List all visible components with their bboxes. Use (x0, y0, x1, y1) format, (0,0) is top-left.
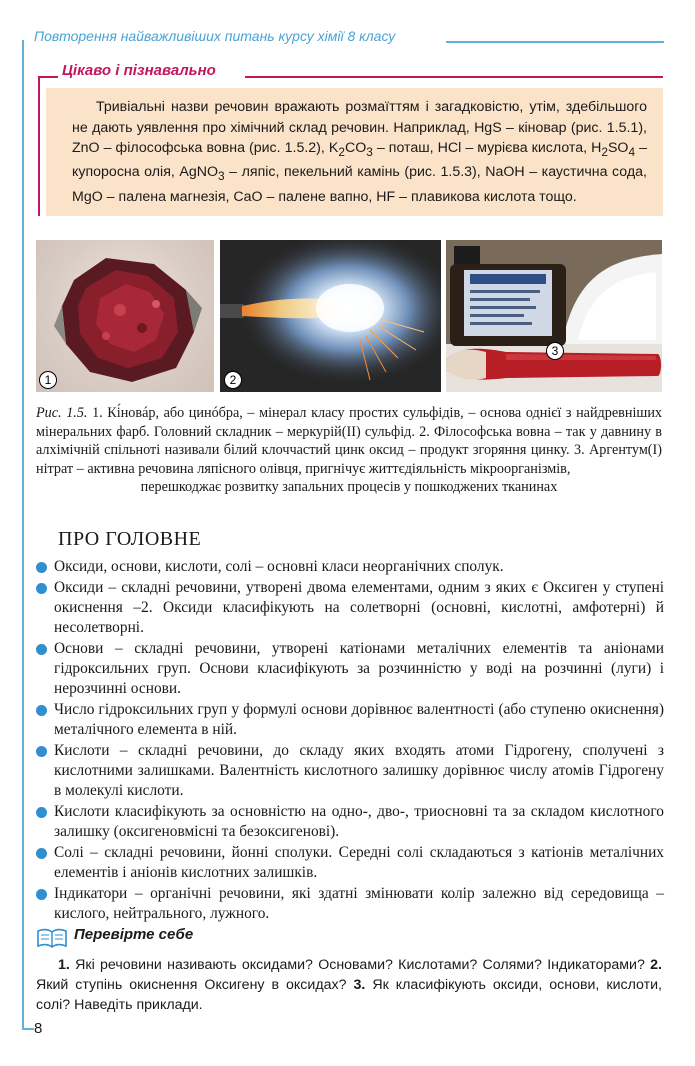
list-item: Основи – складні речовини, утворені катіонами металічних елементів та аніонами гідроксильних груп. Основи класифікують за розчинністю у воді на розчинні (луги) і нерозчинні основи. (36, 639, 664, 699)
box-stripe (38, 78, 40, 216)
page-frame-left (22, 40, 24, 1030)
cinnabar-image (36, 240, 214, 392)
bullet-icon (36, 583, 47, 594)
list-item: Солі – складні речовини, йонні сполуки. Середні солі складаються з катіонів металічних елементів і аніонів кислотних залишків. (36, 843, 664, 883)
photo-number-3: 3 (546, 342, 564, 360)
list-item: Індикатори – органічні речовини, які здатні змінювати колір залежно від середовища – кислого, нейтрального, лужного. (36, 884, 664, 924)
box-title: Цікаво і пізнавально (62, 62, 216, 79)
page-frame-foot (22, 1028, 34, 1030)
bullet-icon (36, 705, 47, 716)
list-item: Кислоти класифікують за основністю на одно-, дво-, триосновні та за складом кислотного залишку (оксигеновмісні та безоксигенові). (36, 802, 664, 842)
box-title-rule (245, 76, 663, 78)
photo-flame (220, 240, 441, 392)
list-item: Оксиди, основи, кислоти, солі – основні класи неорганічних сполук. (36, 557, 664, 577)
silver-nitrate-image (446, 240, 662, 392)
bullet-icon (36, 807, 47, 818)
section-title: ПРО ГОЛОВНЕ (58, 528, 202, 550)
summary-list (36, 557, 664, 925)
bullet-icon (36, 644, 47, 655)
page-number: 8 (34, 1020, 43, 1037)
info-text-2: – ляпіс, пекельний камінь (рис. 1.5.3), NaOH – каустична сода, MgO – палена магнезія, CaO – палене вапно, HF – плавикова кислота тощо. (72, 164, 647, 205)
info-text-1: Тривіальні назви речовин вражають розмаїттям і загадковістю, утім, здебільшого не дають уявлення про хімічний склад речовин. Наприклад, HgS – кіновар (рис. 1.5.1), ZnO – філософська вовна (рис. 1.5.2), K (72, 99, 647, 156)
list-item: Кислоти – складні речовини, до складу яких входять атоми Гідрогену, сполучені з кислотними залишками. Валентність кислотного залишку дорівнює числу атомів Гідрогену в молекулі кислоти. (36, 741, 664, 801)
bullet-icon (36, 889, 47, 900)
flame-image (220, 240, 441, 392)
bullet-icon (36, 562, 47, 573)
box-title-rule-left (38, 76, 58, 78)
list-item: Оксиди – складні речовини, утворені двома елементами, одним з яких є Оксиген у ступені окиснення –2. Оксиди класифікують на солетворні (основні, кислотні, амфотерні) й несолетворні. (36, 578, 664, 638)
figure-label: Рис. 1.5. (36, 405, 88, 421)
caption-text: 1. Кі́новáр, або цинóбра, – мінерал класу простих сульфідів, – основа однієї з найдревніших мінеральних фарб. Головний складник – меркурій(II) сульфід. 2. Філософська вовна – так у давнину в алхімічній спільноті називали білий клоччастий цинк оксид – продукт згоряння цинку. 3. Аргентум(І) нітрат – активна речовина ляпісного олівця, пригнічує життєдіяльність мікроорганізмів, (36, 405, 663, 477)
bullet-icon (36, 746, 47, 757)
photo-cinnabar (36, 240, 214, 392)
review-questions: 1. Які речовини називають оксидами? Основами? Кислотами? Солями? Індикаторами? 2. Який ступінь окиснення Оксигену в оксидах? 3. Як класифікують оксиди, основи, кислоти, солі? Наведіть приклади. (36, 957, 662, 1013)
check-yourself-title: Перевірте себе (74, 926, 194, 943)
photo-silver-nitrate (446, 240, 662, 392)
running-head: Повторення найважливіших питань курсу хімії 8 класу (34, 28, 396, 44)
info-box: Тривіальні назви речовин вражають розмаїттям і загадковістю, утім, здебільшого не дають уявлення про хімічний склад речовин. Наприклад, HgS – кіновар (рис. 1.5.1), ZnO – філософська вовна (рис. 1.5.2), $K_2CO_3$ – поташ, HCl – мурієва кислота, $H_2SO_4$ – купоросна олія, AgNO$_3$ – ляпіс, пекельний камінь (рис. 1.5.3), NaOH – каустична сода, MgO – палена магнезія, CaO – палене вапно, HF – плавикова кислота тощо. (46, 88, 663, 216)
caption-last-line: перешкоджає розвитку запальних процесів у пошкоджених тканинах (140, 479, 558, 495)
photo-number-1: 1 (39, 371, 57, 389)
list-item: Число гідроксильних груп у формулі основи дорівнює валентності (або ступеню окиснення) металічного елемента в ній. (36, 700, 664, 740)
bullet-icon (36, 848, 47, 859)
running-head-rule (446, 41, 664, 43)
photo-number-2: 2 (224, 371, 242, 389)
figure-caption (36, 404, 662, 497)
book-icon (36, 928, 68, 948)
